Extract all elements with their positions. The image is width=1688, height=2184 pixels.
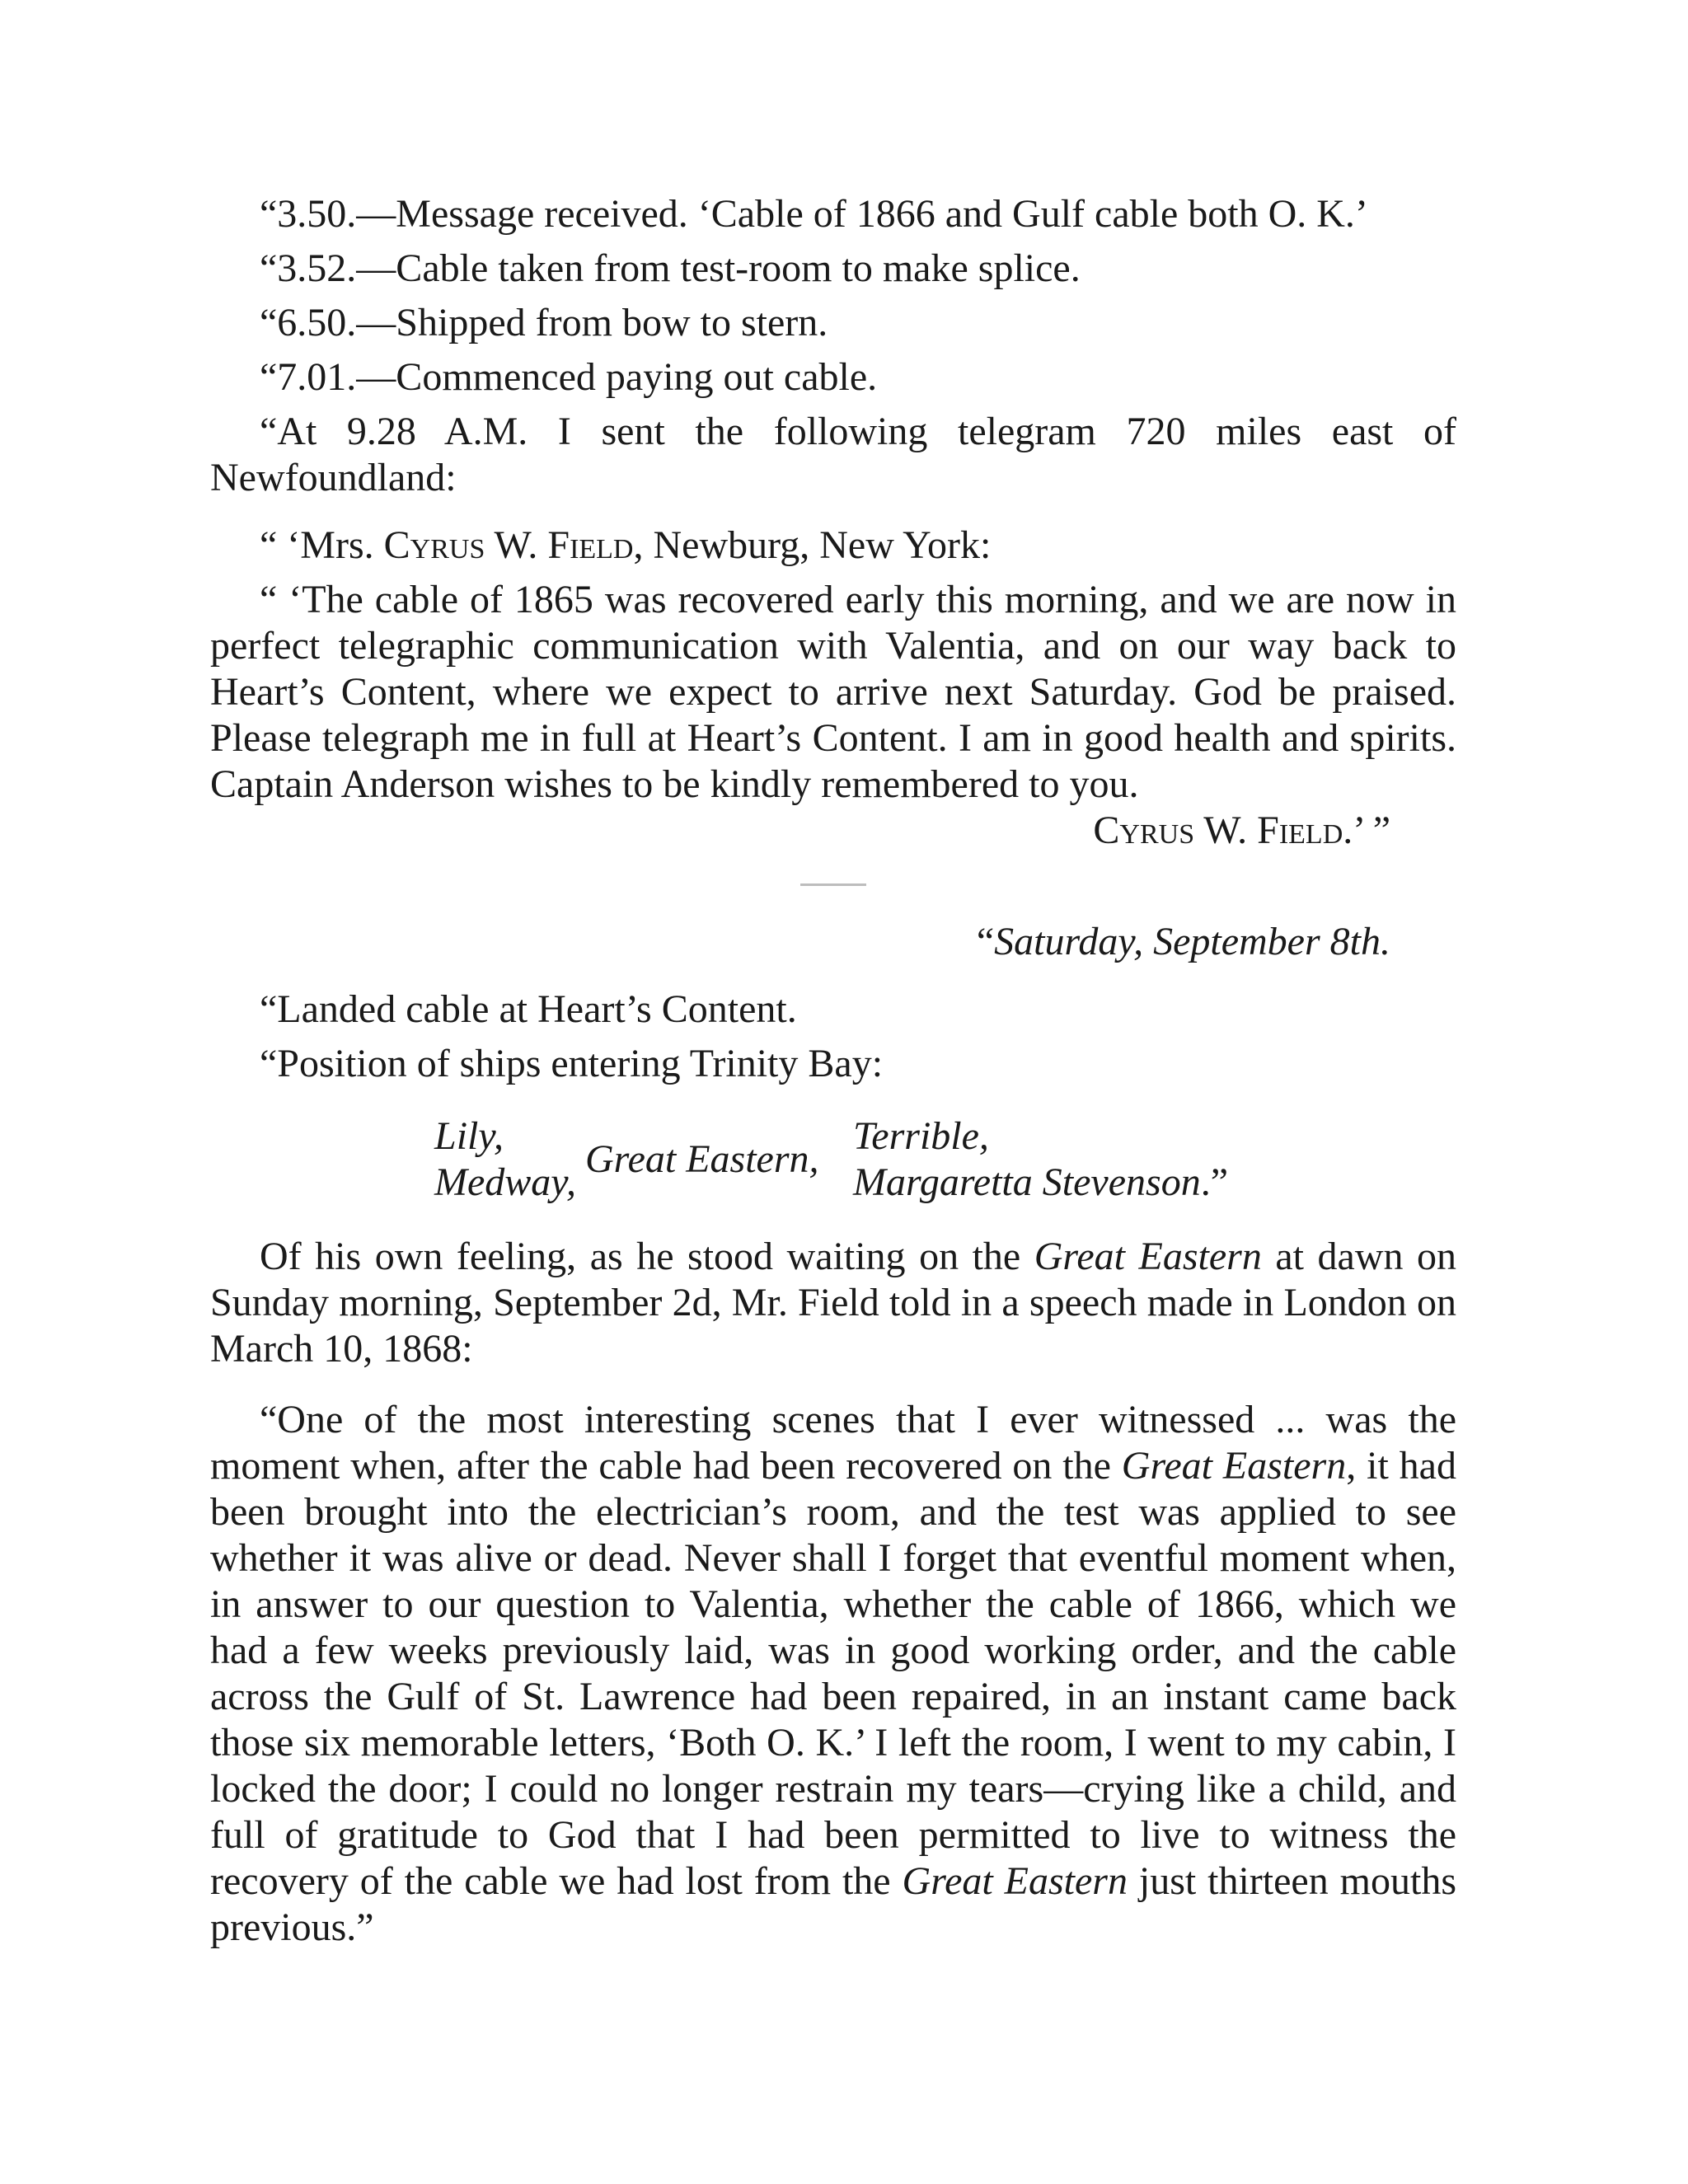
ship-lily: Lily, <box>434 1114 504 1158</box>
speech-ship-2: Great Eastern <box>902 1859 1128 1903</box>
narrative-text-a: Of his own feeling, as he stood waiting on the <box>260 1235 1034 1278</box>
telegram-body: “ ‘The cable of 1865 was recovered early this morning, and we are now in perfect telegraphic communication with Valentia, and on our way back to Heart’s Content, where we expect to arrive next Saturday. God be praised. Please telegraph me in full at Heart’s Content. I am in good health and spirits. Captain Anderson wishes to be kindly remembered to you. <box>210 578 1456 806</box>
ships-position-intro: “Position of ships entering Trinity Bay: <box>260 1042 884 1085</box>
ship-great-eastern: Great Eastern, <box>585 1137 819 1181</box>
speech-text-b: , it had been brought into the electrician’s room, and the test was applied to see whether it was alive or dead. Never shall I forget that eventful moment when, in answer to our question to Valentia, whether the cable of 1866, which we had a few weeks previously laid, was in good working order, and the cable across the Gulf of St. Lawrence had been repaired, in an instant came back those six memorable letters, ‘Both O. K.’ I left the room, I went to my cabin, I locked the door; I could no longer restrain my tears—crying like a child, and full of gratitude to God that I had been permitted to live to witness the recovery of the cable we had lost from the <box>210 1444 1456 1903</box>
telegram-address-prefix: “ ‘Mrs. <box>260 523 384 567</box>
book-page <box>210 191 1456 1951</box>
ship-positions <box>210 1113 1456 1212</box>
ship-medway: Medway, <box>434 1160 576 1204</box>
log-entry-701: “7.01.—Commenced paying out cable. <box>260 355 878 399</box>
speech-quote <box>210 1397 1456 1951</box>
telegram-address <box>210 523 1456 569</box>
dateline-quote: “ <box>976 920 995 963</box>
log-entry-352: “3.52.—Cable taken from test-room to make splice. <box>260 246 1081 290</box>
telegram-signature <box>210 808 1456 854</box>
log-entry-telegram-intro: “At 9.28 A.M. I sent the following telegram 720 miles east of Newfoundland: <box>210 410 1456 499</box>
log-entry-650: “6.50.—Shipped from bow to stern. <box>260 301 828 344</box>
telegram-address-suffix: , Newburg, New York: <box>633 523 992 567</box>
narrative-paragraph <box>210 1234 1456 1372</box>
log-entry-350: “3.50.—Message received. ‘Cable of 1866 and Gulf cable both O. K.’ <box>260 192 1368 236</box>
section-divider <box>800 883 866 886</box>
landing-entry: “Landed cable at Heart’s Content. <box>260 987 797 1031</box>
telegram-signature-suffix: .’ ” <box>1343 808 1390 852</box>
narrative-text-b: at dawn on Sunday morning, September 2d, Mr. Field told in a speech made in London on March 10, 1868: <box>210 1235 1457 1371</box>
dateline-date: Saturday, September 8th. <box>994 920 1390 963</box>
speech-ship-1: Great Eastern <box>1121 1444 1347 1488</box>
ship-margaretta <box>853 1160 1228 1206</box>
ship-terrible: Terrible, <box>853 1114 989 1158</box>
dateline <box>210 919 1456 965</box>
telegram-signature-name: Cyrus W. Field <box>1093 808 1343 852</box>
ship-margaretta-name: Margaretta Stevenson <box>853 1160 1201 1204</box>
ship-margaretta-quote: .” <box>1200 1160 1228 1204</box>
telegram-address-name: Cyrus W. Field <box>383 523 634 567</box>
narrative-ship: Great Eastern <box>1034 1235 1262 1278</box>
speech-text-a: “One of the most interesting scenes that I ever witnessed ... was the moment when, after the cable had been recovered on the <box>210 1398 1456 1488</box>
speech-text-c: just thirteen mouths previous.” <box>210 1859 1457 1949</box>
